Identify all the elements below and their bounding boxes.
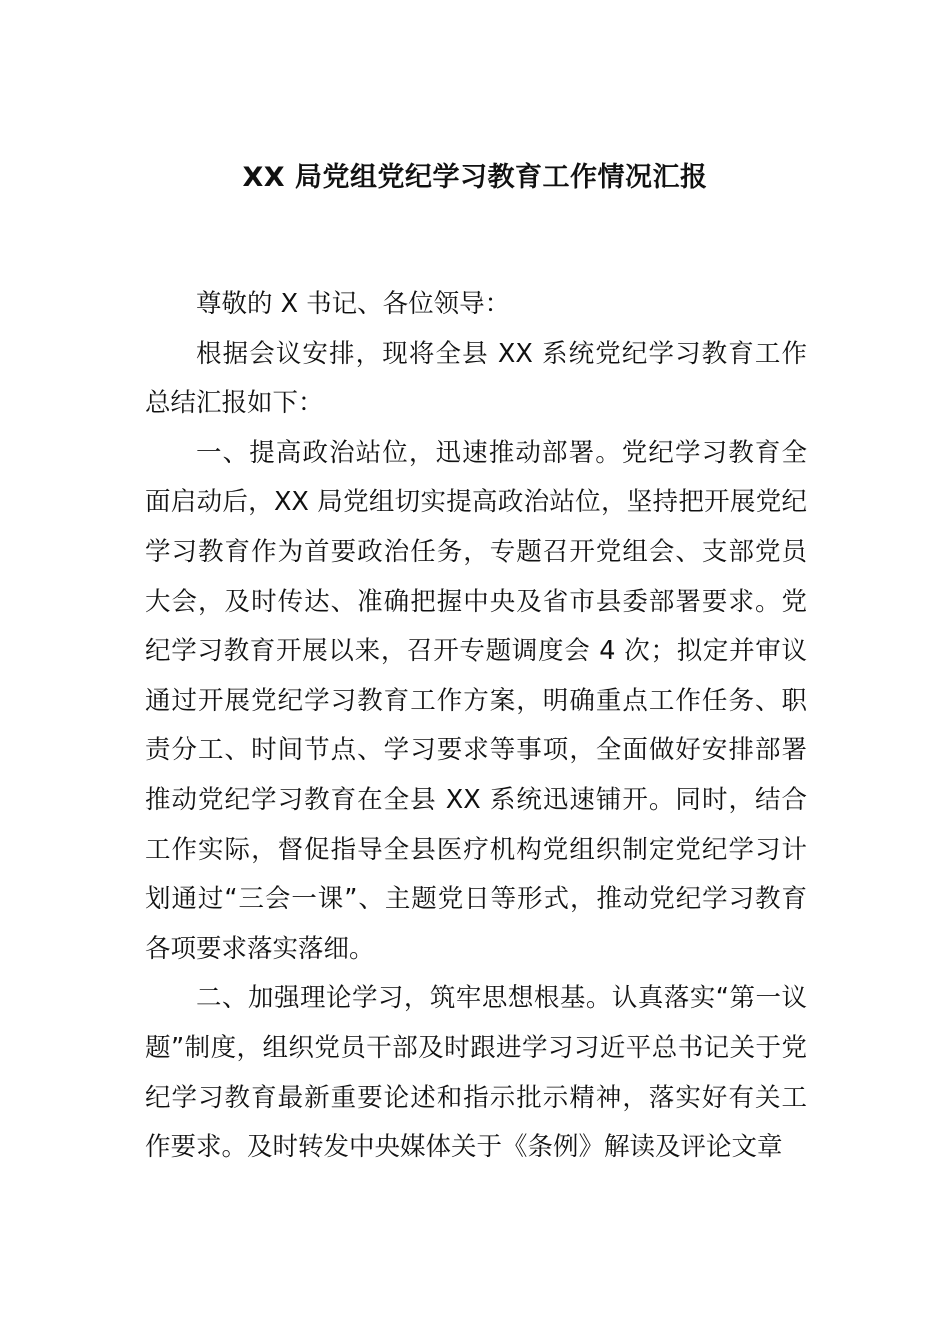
- paragraph-section-2: 二、加强理论学习，筑牢思想根基。认真落实“第一议题”制度，组织党员干部及时跟进学习习近平总书记关于党纪学习教育最新重要论述和指示批示精神，落实好有关工作要求。及时转发中央媒体关于《条例》解读及评论文章: [145, 983, 807, 1163]
- document-body: [145, 280, 807, 1173]
- paragraph-intro: 根据会议安排，现将全县 XX 系统党纪学习教育工作总结汇报如下：: [145, 338, 807, 419]
- paragraph-section-1: 一、提高政治站位，迅速推动部署。党纪学习教育全面启动后，XX 局党组切实提高政治站位，坚持把开展党纪学习教育作为首要政治任务，专题召开党组会、支部党员大会，及时传达、准确把握中央及省市县委部署要求。党纪学习教育开展以来，召开专题调度会 4 次；拟定并审议通过开展党纪学习教育工作方案，明确重点工作任务、职责分工、时间节点、学习要求等事项，全面做好安排部署推动党纪学习教育在全县 XX 系统迅速铺开。同时，结合工作实际，督促指导全县医疗机构党组织制定党纪学习计划通过“三会一课”、主题党日等形式，推动党纪学习教育各项要求落实落细。: [145, 437, 807, 964]
- document-title: XX 局党组党纪学习教育工作情况汇报: [242, 162, 708, 193]
- salutation: 尊敬的 X 书记、各位领导：: [196, 289, 511, 319]
